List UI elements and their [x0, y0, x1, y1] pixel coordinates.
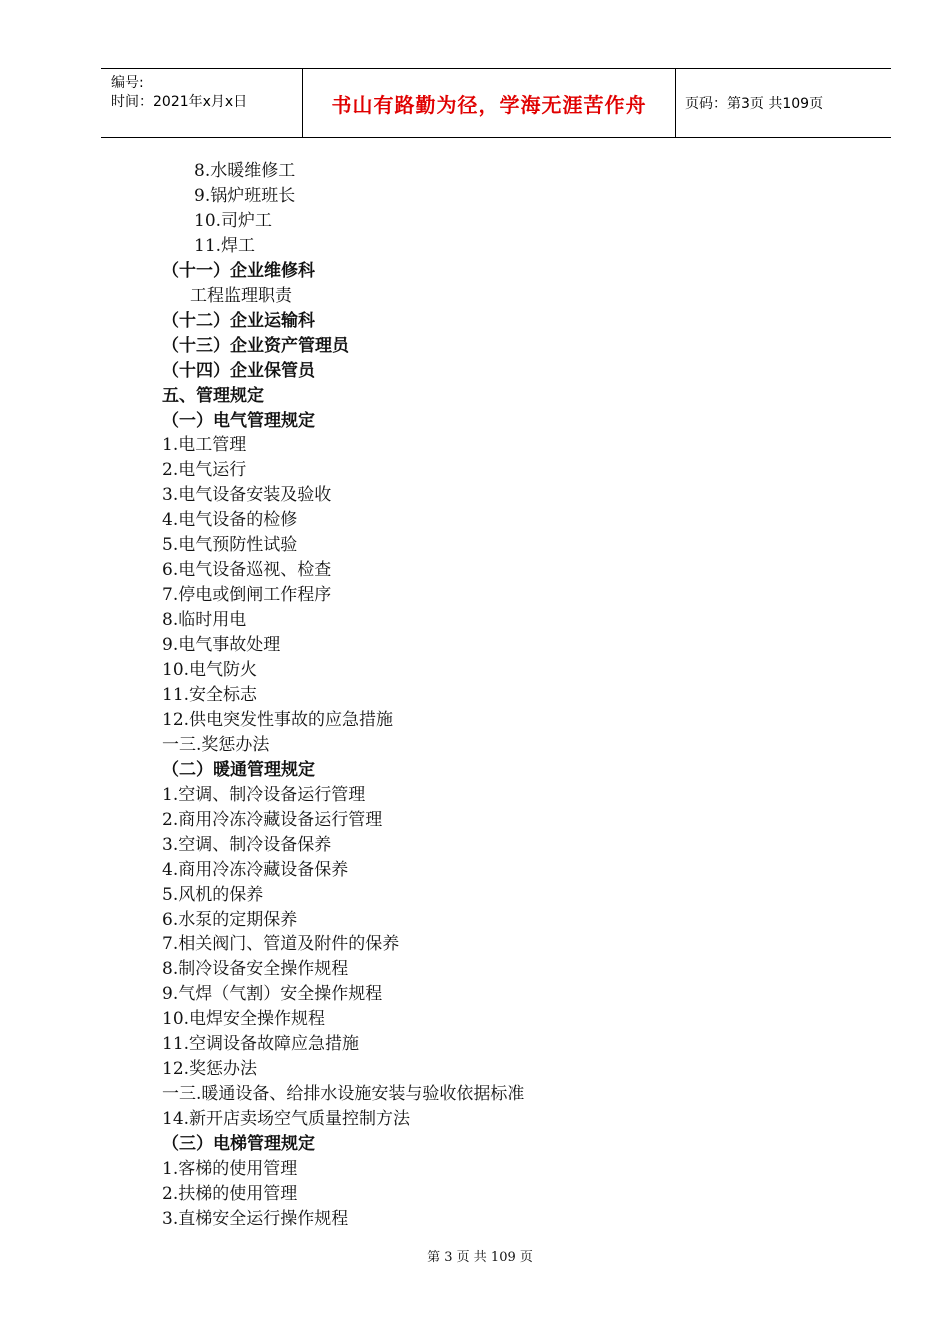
- list-item: 一三.暖通设备、给排水设施安装与验收依据标准: [162, 1084, 525, 1104]
- list-item: 12.奖惩办法: [162, 1059, 258, 1079]
- list-item: 8.临时用电: [162, 610, 247, 630]
- list-item: 10.电气防火: [162, 660, 258, 680]
- list-item: 3.空调、制冷设备保养: [162, 835, 332, 855]
- header-motto: 书山有路勤为径，学海无涯苦作舟: [331, 92, 647, 117]
- list-item: 10.司炉工: [194, 211, 273, 231]
- page-header: [101, 68, 891, 138]
- list-item: 7.相关阀门、管道及附件的保养: [162, 934, 400, 954]
- footer-page-number: 第 3 页 共 109 页: [427, 1250, 533, 1265]
- list-item: 1.空调、制冷设备运行管理: [162, 785, 366, 805]
- list-item: 9.电气事故处理: [162, 635, 281, 655]
- header-page-code: 页码：第3页 共109页: [685, 96, 824, 112]
- list-item: 4.电气设备的检修: [162, 510, 298, 530]
- list-item: 工程监理职责: [190, 286, 292, 306]
- section-heading: 五、管理规定: [162, 386, 264, 406]
- list-item: 12.供电突发性事故的应急措施: [162, 710, 394, 730]
- list-item: 3.直梯安全运行操作规程: [162, 1209, 349, 1229]
- list-item: 5.风机的保养: [162, 885, 264, 905]
- list-item: 9.气焊（气割）安全操作规程: [162, 984, 383, 1004]
- list-item: 4.商用冷冻冷藏设备保养: [162, 860, 349, 880]
- section-heading: （十一）企业维修科: [162, 261, 315, 281]
- list-item: 3.电气设备安装及验收: [162, 485, 332, 505]
- list-item: 一三.奖惩办法: [162, 735, 270, 755]
- list-item: 11.空调设备故障应急措施: [162, 1034, 360, 1054]
- section-heading: （十四）企业保管员: [162, 361, 315, 381]
- time-label: 时间：2021年x月x日: [111, 94, 248, 110]
- list-item: 2.扶梯的使用管理: [162, 1184, 298, 1204]
- list-item: 11.安全标志: [162, 685, 258, 705]
- list-item: 5.电气预防性试验: [162, 535, 298, 555]
- list-item: 8.水暖维修工: [194, 161, 296, 181]
- list-item: 14.新开店卖场空气质量控制方法: [162, 1109, 411, 1129]
- list-item: 1.电工管理: [162, 435, 247, 455]
- section-heading: （三）电梯管理规定: [162, 1134, 315, 1154]
- list-item: 9.锅炉班班长: [194, 186, 296, 206]
- list-item: 7.停电或倒闸工作程序: [162, 585, 332, 605]
- list-item: 10.电焊安全操作规程: [162, 1009, 326, 1029]
- list-item: 6.水泵的定期保养: [162, 910, 298, 930]
- section-heading: （一）电气管理规定: [162, 411, 315, 431]
- list-item: 6.电气设备巡视、检查: [162, 560, 332, 580]
- page-footer: [0, 1246, 950, 1265]
- header-meta: [101, 69, 303, 137]
- list-item: 2.商用冷冻冷藏设备运行管理: [162, 810, 383, 830]
- list-item: 11.焊工: [194, 236, 256, 256]
- header-motto-cell: [303, 69, 676, 137]
- number-label: 编号:: [111, 75, 144, 91]
- section-heading: （十三）企业资产管理员: [162, 336, 349, 356]
- list-item: 2.电气运行: [162, 460, 247, 480]
- list-item: 8.制冷设备安全操作规程: [162, 959, 349, 979]
- section-heading: （十二）企业运输科: [162, 311, 315, 331]
- section-heading: （二）暖通管理规定: [162, 760, 315, 780]
- list-item: 1.客梯的使用管理: [162, 1159, 298, 1179]
